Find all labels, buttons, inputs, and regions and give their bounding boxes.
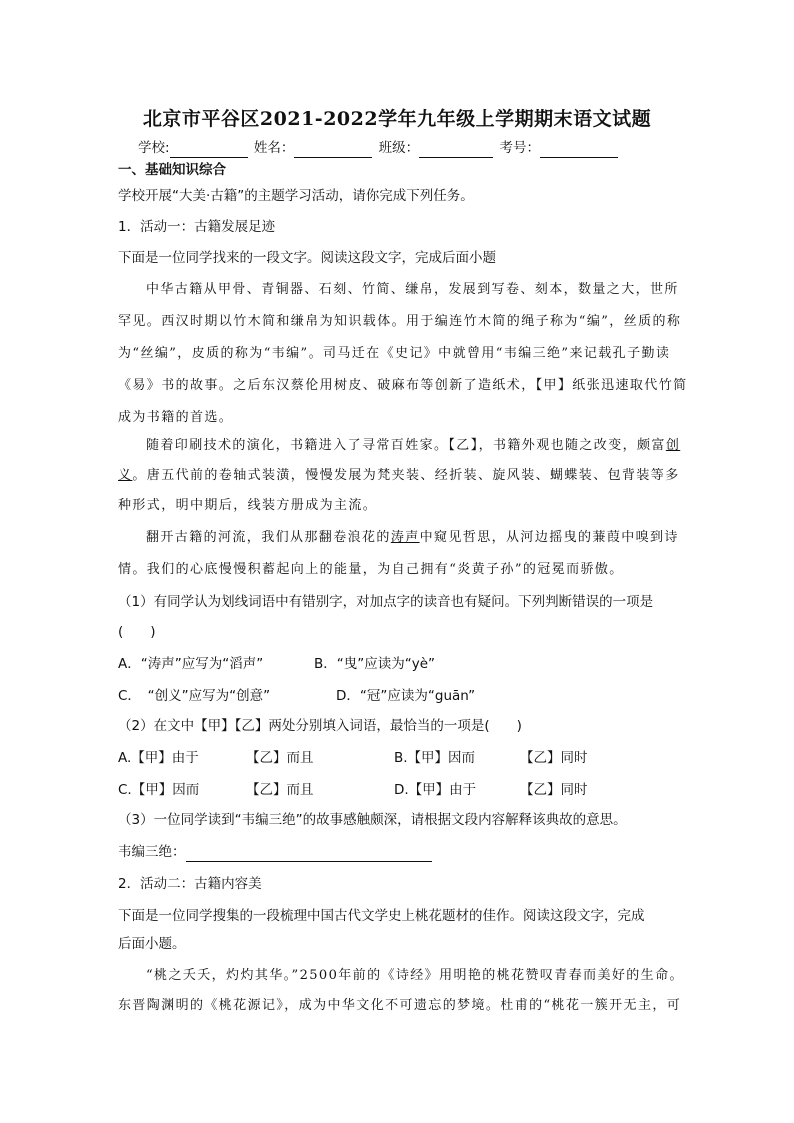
sub-question-2: （2）在文中【甲】【乙】两处分别填入词语，最恰当的一项是( ) xyxy=(118,718,522,734)
passage-line: 义。唐五代前的卷轴式装潢，慢慢发展为梵夹装、经折装、旋风装、蝴蝶装、包背装等多 xyxy=(118,468,680,483)
question-2-heading: 2．活动二：古籍内容美 xyxy=(118,876,262,892)
underlined-word: 义 xyxy=(118,468,133,483)
question-2-lead: 下面是一位同学搜集的一段梳理中国古代文学史上桃花题材的佳作。阅读这段文字，完成 xyxy=(118,908,645,924)
option-d[interactable]: D.【甲】由于 xyxy=(394,782,477,798)
school-blank[interactable] xyxy=(170,141,248,158)
name-label: 姓名： xyxy=(253,140,295,156)
option-a[interactable]: A．“涛声”应写为“滔声” xyxy=(118,656,264,672)
sub-question-3: （3）一位同学读到“韦编三绝”的故事感触颇深，请根据文段内容解释该典故的意思。 xyxy=(118,812,627,828)
passage-line: 情。我们的心底慢慢积蓄起向上的能量，为自己拥有“炎黄子孙”的冠冕而骄傲。 xyxy=(118,562,624,577)
passage-line: 成为书籍的首选。 xyxy=(118,410,234,425)
school-label: 学校: xyxy=(138,140,170,156)
option-b-part2: 【乙】同时 xyxy=(520,750,588,766)
passage-line: 为“丝编”，皮质的称为“韦编”。司马迁在《史记》中就曾用“韦编三绝”来记载孔子勤读 xyxy=(118,346,671,361)
answer-label: 韦编三绝： xyxy=(118,844,186,860)
passage-line: 随着印刷技术的演化，书籍进入了寻常百姓家。【乙】，书籍外观也随之改变，颇富创 xyxy=(146,438,681,453)
question-2-lead: 后面小题。 xyxy=(118,936,186,952)
option-a[interactable]: A.【甲】由于 xyxy=(118,750,199,766)
number-blank[interactable] xyxy=(540,141,618,158)
underlined-word: 创 xyxy=(665,438,681,453)
exam-title: 北京市平谷区2021-2022学年九年级上学期期末语文试题 xyxy=(142,108,652,130)
question-1-heading: 1．活动一：古籍发展足迹 xyxy=(118,219,276,235)
question-1-lead: 下面是一位同学找来的一段文字。阅读这段文字，完成后面小题 xyxy=(118,250,496,266)
student-info-row xyxy=(136,138,618,158)
option-c[interactable]: C． “创义”应写为“创意” xyxy=(118,688,271,704)
underlined-word: 涛声 xyxy=(390,530,420,545)
passage-line: 翻开古籍的河流，我们从那翻卷浪花的涛声中窥见哲思，从河边摇曳的蒹葭中嗅到诗 xyxy=(146,530,679,545)
class-label: 班级： xyxy=(378,140,420,156)
number-label: 考号： xyxy=(499,140,540,156)
sub-question-1: （1）有同学认为划线词语中有错别字，对加点字的读音也有疑问。下列判断错误的一项是 xyxy=(118,594,654,610)
answer-blank[interactable] xyxy=(186,845,432,862)
section-heading: 一、基础知识综合 xyxy=(118,162,226,178)
passage-line: 种形式，明中期后，线装方册成为主流。 xyxy=(118,498,378,513)
answer-paren: ( ) xyxy=(118,624,156,640)
name-blank[interactable] xyxy=(294,141,372,158)
option-d-part2: 【乙】同时 xyxy=(520,782,588,798)
option-c[interactable]: C.【甲】因而 xyxy=(118,782,200,798)
option-b[interactable]: B．“曳”应读为“yè” xyxy=(314,656,436,672)
option-c-part2: 【乙】而且 xyxy=(246,782,314,798)
option-b[interactable]: B.【甲】因而 xyxy=(394,750,476,766)
answer-line-row xyxy=(118,842,432,862)
intro-text: 学校开展“大美·古籍”的主题学习活动，请你完成下列任务。 xyxy=(118,188,474,204)
passage-line: 《易》书的故事。之后东汉蔡伦用树皮、破麻布等创新了造纸术，【甲】纸张迅速取代竹简 xyxy=(118,378,688,393)
option-a-part2: 【乙】而且 xyxy=(246,750,314,766)
passage-line: “桃之夭夭，灼灼其华。”2500年前的《诗经》用明艳的桃花赞叹青春而美好的生命。 xyxy=(146,968,684,983)
class-blank[interactable] xyxy=(419,141,493,158)
passage-line: 罕见。西汉时期以竹木简和缣帛为知识载体。用于编连竹木简的绳子称为“编”，丝质的称 xyxy=(118,314,682,329)
passage-line: 东晋陶渊明的《桃花源记》，成为中华文化不可遗忘的梦境。杜甫的“桃花一簇开无主，可 xyxy=(118,998,682,1013)
passage-line: 中华古籍从甲骨、青铜器、石刻、竹简、缣帛，发展到写卷、刻本，数量之大，世所 xyxy=(146,282,679,297)
option-d[interactable]: D．“冠”应读为“guān” xyxy=(336,688,476,704)
